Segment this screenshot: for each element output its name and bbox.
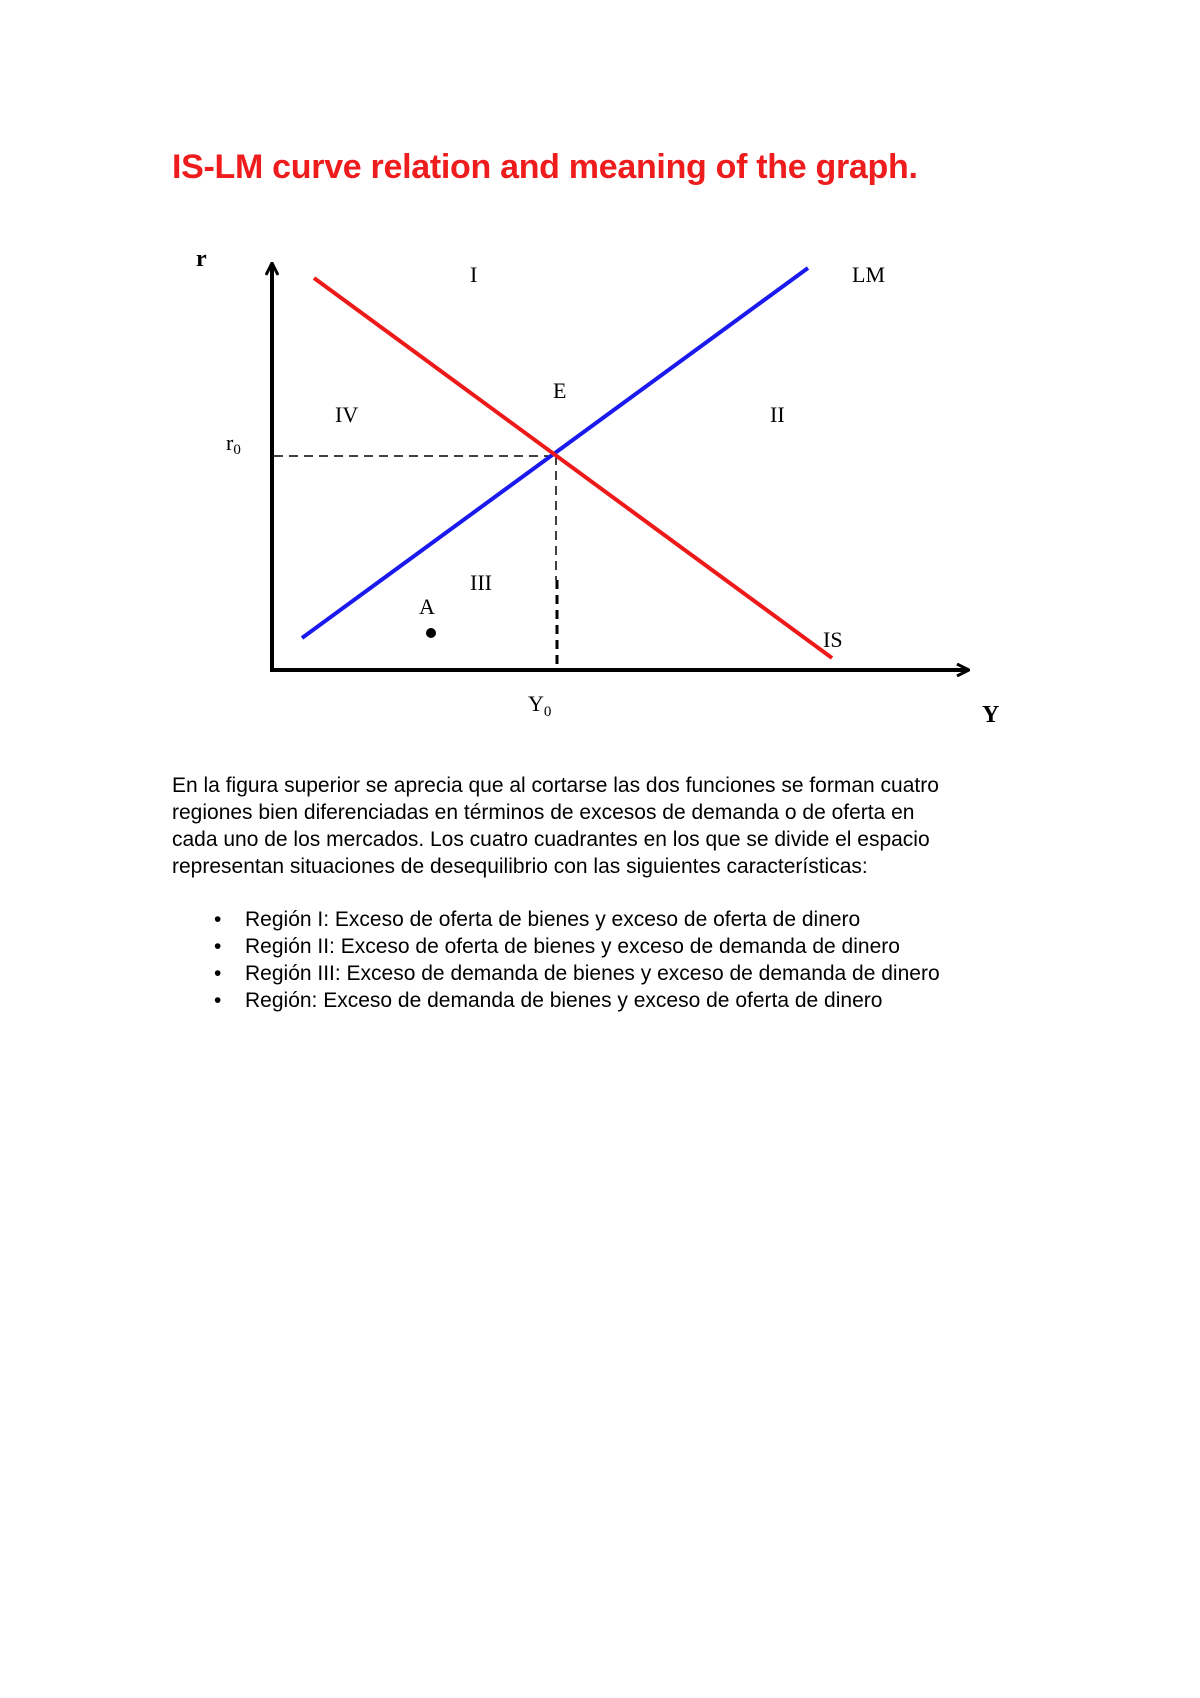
paragraph-line: cada uno de los mercados. Los cuatro cuadrantes en los que se divide el espacio xyxy=(172,828,930,851)
body-paragraph xyxy=(172,772,1052,880)
x-axis-label: Y xyxy=(982,702,1000,728)
r0-label: r0 xyxy=(226,430,241,458)
list-item-text: Región: Exceso de demanda de bienes y exceso de oferta de dinero xyxy=(245,989,883,1012)
list-item-text: Región III: Exceso de demanda de bienes y exceso de demanda de dinero xyxy=(245,962,940,985)
list-item xyxy=(172,987,1072,1014)
list-item xyxy=(172,906,1072,933)
region-list xyxy=(172,906,1072,1014)
region-iii-label: III xyxy=(470,570,492,595)
is-lm-diagram xyxy=(0,0,1200,760)
bullet-icon: • xyxy=(214,962,222,985)
bullet-icon: • xyxy=(214,935,222,958)
paragraph-line: En la figura superior se aprecia que al cortarse las dos funciones se forman cuatro xyxy=(172,774,939,797)
list-item-text: Región II: Exceso de oferta de bienes y exceso de demanda de dinero xyxy=(245,935,900,958)
list-item xyxy=(172,960,1072,987)
list-item-text: Región I: Exceso de oferta de bienes y exceso de oferta de dinero xyxy=(245,908,861,931)
region-i-label: I xyxy=(470,262,478,287)
region-ii-label: II xyxy=(770,402,785,427)
bullet-icon: • xyxy=(214,989,222,1012)
list-item xyxy=(172,933,1072,960)
lm-label: LM xyxy=(852,262,885,287)
paragraph-line: representan situaciones de desequilibrio con las siguientes características: xyxy=(172,855,868,878)
region-iv-label: IV xyxy=(335,402,359,427)
is-label: IS xyxy=(823,627,843,652)
point-a-marker xyxy=(426,628,436,638)
bullet-icon: • xyxy=(214,908,222,931)
y-axis-label: r xyxy=(196,246,207,272)
is-curve xyxy=(314,278,832,658)
page-title: IS-LM curve relation and meaning of the graph. xyxy=(172,148,918,186)
point-a-label: A xyxy=(419,594,435,619)
y0-label: $Y_0$ xyxy=(528,691,552,720)
equilibrium-label: E xyxy=(553,378,567,403)
paragraph-line: regiones bien diferenciadas en términos de excesos de demanda o de oferta en xyxy=(172,801,915,824)
